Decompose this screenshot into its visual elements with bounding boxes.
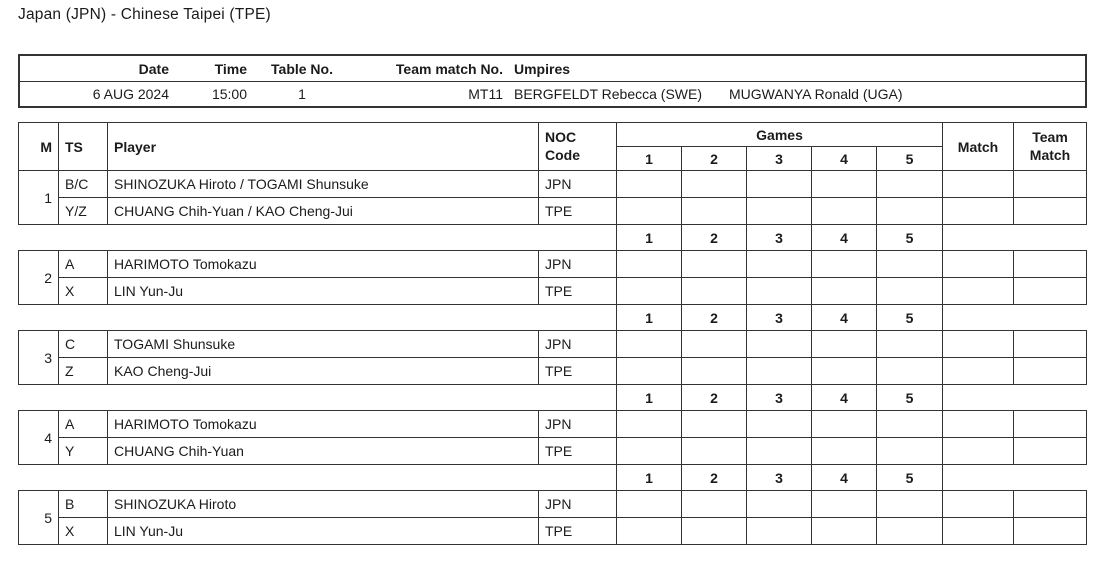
game-score-cell: [617, 411, 682, 438]
ts-cell: Z: [59, 358, 108, 385]
match-3-row-jpn: [19, 331, 1087, 358]
games-subheader-row: [19, 465, 1087, 491]
game-score-cell: [812, 278, 877, 305]
ts-cell: Y: [59, 438, 108, 465]
game-4-number-cell: 4: [812, 465, 877, 491]
noc-cell: JPN: [539, 411, 617, 438]
game-1-number-cell: 1: [617, 225, 682, 251]
game-score-cell: [747, 251, 812, 278]
ts-cell: Y/Z: [59, 198, 108, 225]
game-4-number-cell: 4: [812, 385, 877, 411]
game-score-cell: [747, 198, 812, 225]
game-score-cell: [682, 438, 747, 465]
game-score-cell: [682, 518, 747, 545]
game-4-number-cell: 4: [812, 305, 877, 331]
game-1-number-cell: 1: [617, 305, 682, 331]
game-score-cell: [877, 278, 943, 305]
m-header: M: [19, 123, 59, 171]
game-score-cell: [617, 278, 682, 305]
game-score-cell: [812, 198, 877, 225]
game-score-cell: [617, 171, 682, 198]
team-match-result-cell: [1014, 438, 1087, 465]
match-result-cell: [943, 518, 1014, 545]
ts-header: TS: [59, 123, 108, 171]
gap-spacer: [19, 225, 617, 251]
match-number-cell: 3: [19, 331, 59, 385]
ts-cell: B/C: [59, 171, 108, 198]
gap-spacer: [943, 225, 1087, 251]
match-result-cell: [943, 171, 1014, 198]
umpire-2: MUGWANYA Ronald (UGA): [729, 86, 903, 102]
match-4-row-jpn: [19, 411, 1087, 438]
games-header: Games: [617, 123, 943, 147]
match-header: Match: [943, 123, 1014, 171]
noc-cell: TPE: [539, 198, 617, 225]
game-2-number-cell: 2: [682, 465, 747, 491]
info-header-row: [20, 56, 1085, 82]
match-result-cell: [943, 278, 1014, 305]
match-number-cell: 1: [19, 171, 59, 225]
game-4-number-cell: 4: [812, 225, 877, 251]
game-score-cell: [682, 198, 747, 225]
games-subheader-row: [19, 305, 1087, 331]
game-1-number-cell: 1: [617, 465, 682, 491]
game-5-header: 5: [877, 147, 943, 171]
game-score-cell: [812, 358, 877, 385]
game-score-cell: [682, 491, 747, 518]
game-score-cell: [812, 518, 877, 545]
match-2-row-tpe: [19, 278, 1087, 305]
match-number-cell: 2: [19, 251, 59, 305]
info-value-row: [20, 82, 1085, 106]
game-5-number-cell: 5: [877, 385, 943, 411]
game-score-cell: [682, 171, 747, 198]
game-2-header: 2: [682, 147, 747, 171]
game-score-cell: [877, 331, 943, 358]
table-no-value: 1: [298, 86, 306, 102]
match-2-row-jpn: [19, 251, 1087, 278]
game-5-number-cell: 5: [877, 225, 943, 251]
match-1-row-jpn: [19, 171, 1087, 198]
time-label: Time: [214, 60, 247, 77]
noc-cell: TPE: [539, 358, 617, 385]
game-score-cell: [877, 198, 943, 225]
game-score-cell: [617, 331, 682, 358]
game-score-cell: [877, 171, 943, 198]
team-match-result-cell: [1014, 518, 1087, 545]
ts-cell: C: [59, 331, 108, 358]
match-5-row-tpe: [19, 518, 1087, 545]
game-score-cell: [617, 438, 682, 465]
match-5-row-jpn: [19, 491, 1087, 518]
match-number-cell: 5: [19, 491, 59, 545]
noc-cell: TPE: [539, 278, 617, 305]
game-score-cell: [877, 518, 943, 545]
team-match-result-cell: [1014, 171, 1087, 198]
games-subheader-row: [19, 385, 1087, 411]
game-5-number-cell: 5: [877, 465, 943, 491]
team-match-result-cell: [1014, 411, 1087, 438]
game-score-cell: [682, 251, 747, 278]
game-score-cell: [682, 331, 747, 358]
team-match-no-value: MT11: [468, 86, 503, 102]
noc-cell: JPN: [539, 331, 617, 358]
match-result-cell: [943, 331, 1014, 358]
match-1-row-tpe: [19, 198, 1087, 225]
ts-cell: X: [59, 278, 108, 305]
game-score-cell: [617, 358, 682, 385]
game-score-cell: [617, 491, 682, 518]
match-number-cell: 4: [19, 411, 59, 465]
match-result-cell: [943, 491, 1014, 518]
player-cell: SHINOZUKA Hiroto: [108, 491, 539, 518]
ts-cell: A: [59, 411, 108, 438]
noc-header-line2: Code: [545, 146, 580, 163]
ts-cell: X: [59, 518, 108, 545]
gap-spacer: [943, 385, 1087, 411]
team-match-result-cell: [1014, 331, 1087, 358]
game-2-number-cell: 2: [682, 225, 747, 251]
match-sheet-table: [18, 122, 1087, 545]
game-3-number-cell: 3: [747, 305, 812, 331]
game-3-number-cell: 3: [747, 385, 812, 411]
ts-cell: B: [59, 491, 108, 518]
game-score-cell: [682, 358, 747, 385]
team-match-result-cell: [1014, 198, 1087, 225]
team-match-result-cell: [1014, 251, 1087, 278]
game-score-cell: [682, 278, 747, 305]
game-score-cell: [812, 491, 877, 518]
game-score-cell: [747, 518, 812, 545]
match-result-cell: [943, 438, 1014, 465]
noc-cell: TPE: [539, 518, 617, 545]
gap-spacer: [19, 465, 617, 491]
date-label: Date: [138, 60, 169, 77]
game-score-cell: [747, 331, 812, 358]
gap-spacer: [943, 465, 1087, 491]
team-match-result-cell: [1014, 278, 1087, 305]
noc-cell: JPN: [539, 251, 617, 278]
noc-cell: TPE: [539, 438, 617, 465]
ts-cell: A: [59, 251, 108, 278]
match-result-cell: [943, 411, 1014, 438]
noc-header-line1: NOC: [545, 129, 577, 145]
match-result-cell: [943, 358, 1014, 385]
team-match-header-line2: Match: [1029, 146, 1071, 163]
game-2-number-cell: 2: [682, 305, 747, 331]
gap-spacer: [943, 305, 1087, 331]
game-1-number-cell: 1: [617, 385, 682, 411]
game-score-cell: [877, 358, 943, 385]
player-cell: HARIMOTO Tomokazu: [108, 251, 539, 278]
match-result-cell: [943, 198, 1014, 225]
game-score-cell: [812, 438, 877, 465]
player-cell: KAO Cheng-Jui: [108, 358, 539, 385]
game-score-cell: [747, 171, 812, 198]
time-value: 15:00: [211, 86, 247, 102]
player-cell: LIN Yun-Ju: [108, 518, 539, 545]
team-match-no-label: Team match No.: [395, 60, 503, 77]
team-match-result-cell: [1014, 491, 1087, 518]
match-3-row-tpe: [19, 358, 1087, 385]
team-match-result-cell: [1014, 358, 1087, 385]
player-cell: HARIMOTO Tomokazu: [108, 411, 539, 438]
match-result-cell: [943, 251, 1014, 278]
player-cell: CHUANG Chih-Yuan / KAO Cheng-Jui: [108, 198, 539, 225]
game-score-cell: [812, 331, 877, 358]
game-score-cell: [877, 411, 943, 438]
player-cell: CHUANG Chih-Yuan: [108, 438, 539, 465]
game-score-cell: [617, 251, 682, 278]
sheet-header-row-1: [19, 123, 1087, 147]
date-value: 6 AUG 2024: [92, 86, 169, 102]
player-cell: SHINOZUKA Hiroto / TOGAMI Shunsuke: [108, 171, 539, 198]
noc-code-header: [539, 123, 617, 171]
game-score-cell: [877, 438, 943, 465]
game-score-cell: [617, 518, 682, 545]
game-score-cell: [812, 411, 877, 438]
game-score-cell: [747, 358, 812, 385]
game-3-number-cell: 3: [747, 225, 812, 251]
team-match-header-line1: Team: [1032, 129, 1068, 145]
game-score-cell: [747, 491, 812, 518]
games-subheader-row: [19, 225, 1087, 251]
game-score-cell: [877, 491, 943, 518]
page-title: Japan (JPN) - Chinese Taipei (TPE): [18, 6, 271, 23]
game-3-number-cell: 3: [747, 465, 812, 491]
gap-spacer: [19, 385, 617, 411]
game-2-number-cell: 2: [682, 385, 747, 411]
game-1-header: 1: [617, 147, 682, 171]
noc-cell: JPN: [539, 491, 617, 518]
match-info-table: [18, 54, 1087, 108]
player-cell: TOGAMI Shunsuke: [108, 331, 539, 358]
game-score-cell: [747, 278, 812, 305]
game-score-cell: [747, 411, 812, 438]
match-4-row-tpe: [19, 438, 1087, 465]
game-5-number-cell: 5: [877, 305, 943, 331]
umpires-label: Umpires: [514, 60, 571, 77]
player-cell: LIN Yun-Ju: [108, 278, 539, 305]
player-header: Player: [108, 123, 539, 171]
game-score-cell: [812, 171, 877, 198]
team-match-header: [1014, 123, 1087, 171]
game-4-header: 4: [812, 147, 877, 171]
game-score-cell: [877, 251, 943, 278]
game-score-cell: [747, 438, 812, 465]
game-3-header: 3: [747, 147, 812, 171]
noc-cell: JPN: [539, 171, 617, 198]
game-score-cell: [812, 251, 877, 278]
game-score-cell: [617, 198, 682, 225]
umpire-1: BERGFELDT Rebecca (SWE): [514, 86, 703, 102]
table-no-label: Table No.: [271, 60, 333, 77]
gap-spacer: [19, 305, 617, 331]
umpires-value: [505, 86, 1085, 102]
game-score-cell: [682, 411, 747, 438]
